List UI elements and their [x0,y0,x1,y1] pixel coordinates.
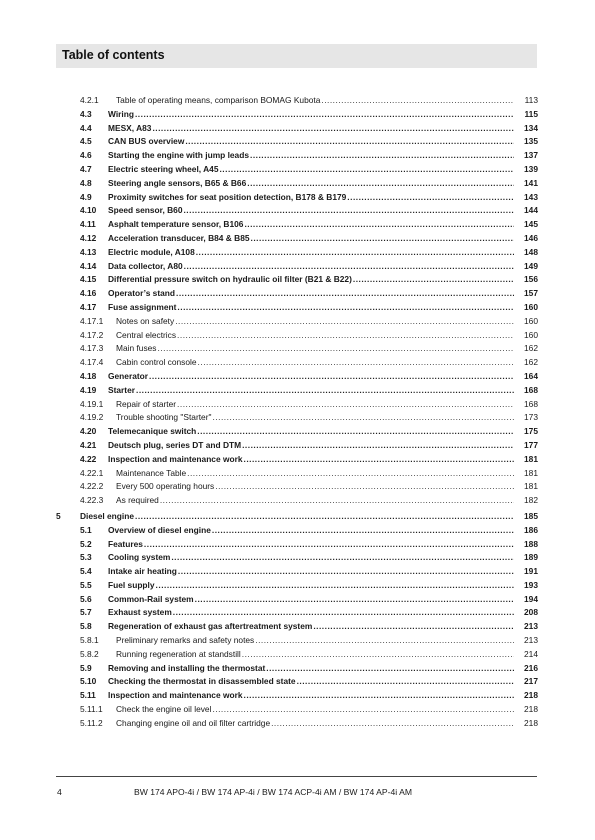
toc-entry[interactable]: 4.5 CAN BUS overview ..... 135 [56,135,538,149]
toc-entry[interactable]: 5.1 Overview of diesel engine ..... 186 [56,524,538,538]
toc-entry-title: Preliminary remarks and safety notes [116,635,255,646]
toc-entry[interactable]: 5.6 Common-Rail system ..... 194 [56,593,538,607]
toc-entry-title: Repair of starter [116,398,177,409]
toc-entry[interactable]: 4.19 Starter ..... 168 [56,384,538,398]
toc-entry[interactable]: 4.13 Electric module, A108 ..... 148 [56,246,538,260]
toc-entry-title: Changing engine oil and oil filter cartridge [116,717,271,728]
toc-leader-dots [195,593,514,607]
toc-leader-dots [266,662,514,676]
toc-entry-title: Common-Rail system [108,593,194,604]
toc-entry[interactable]: 5.7 Exhaust system ..... 208 [56,606,538,620]
toc-leader-dots [176,287,514,301]
toc-entry-page: 160 [524,329,538,340]
toc-entry-title: Inspection and maintenance work [108,690,243,701]
toc-leader-dots [242,439,514,453]
toc-leader-dots [244,218,514,232]
toc-entry-title: Central electrics [116,329,177,340]
page-title: Table of contents [62,48,165,62]
toc-entry[interactable]: 4.18 Generator ..... 164 [56,370,538,384]
toc-entry-page: 194 [524,593,538,604]
toc-entry-title: Overview of diesel engine [108,524,211,535]
toc-entry-title: Diesel engine [80,510,134,521]
toc-entry[interactable]: 4.7 Electric steering wheel, A45 ..... 139 [56,163,538,177]
toc-entry-page: 177 [524,439,538,450]
toc-entry[interactable]: 4.4 MESX, A83 ..... 134 [56,122,538,136]
toc-entry-title: Operator’s stand [108,288,176,299]
toc-entry-page: 216 [524,662,538,673]
toc-entry-title: Running regeneration at standstill [116,648,241,659]
toc-entry-title: Intake air heating [108,566,177,577]
toc-entry-page: 193 [524,579,538,590]
toc-entry-title: Acceleration transducer, B84 & B85 [108,232,250,243]
toc-entry-title: Trouble shooting "Starter" [116,412,212,423]
toc-entry-title: Check the engine oil level [116,704,212,715]
toc-entry-page: 208 [524,607,538,618]
toc-leader-dots [177,398,514,412]
toc-leader-dots [135,510,514,524]
toc-entry-title: Cabin control console [116,357,197,368]
toc-entry[interactable]: 4.22.3 As required ..... 182 [56,494,538,508]
toc-entry[interactable]: 4.21 Deutsch plug, series DT and DTM ..... 177 [56,439,538,453]
toc-leader-dots [321,94,514,108]
toc-leader-dots [175,315,514,329]
toc-entry[interactable]: 4.19.1 Repair of starter ..... 168 [56,398,538,412]
toc-leader-dots [135,108,514,122]
toc-entry-page: 160 [524,301,538,312]
toc-entry-title: Starter [108,384,135,395]
toc-entry-page: 182 [524,495,538,506]
toc-entry-page: 218 [524,717,538,728]
toc-leader-dots [353,273,514,287]
footer-page-number: 4 [57,787,62,797]
toc-entry-page: 213 [524,635,538,646]
toc-leader-dots [136,384,514,398]
toc-entry-page: 143 [524,191,538,202]
toc-leader-dots [212,703,514,717]
toc-entry[interactable]: 5.11.2 Changing engine oil and oil filter cartridge ..... 218 [56,717,538,731]
toc-entry-title: Generator [108,370,149,381]
toc-entry-title: Speed sensor, B60 [108,205,183,216]
toc-entry[interactable]: 4.17.2 Central electrics ..... 160 [56,329,538,343]
toc-entry[interactable]: 5.5 Fuel supply ..... 193 [56,579,538,593]
toc-entry[interactable]: 4.2.1 Table of operating means, comparison BOMAG Kubota ..... 113 [56,94,538,108]
toc-entry-title: Notes on safety [116,315,175,326]
toc-leader-dots [271,717,514,731]
toc-entry[interactable]: 4.17.1 Notes on safety ..... 160 [56,315,538,329]
toc-entry-page: 139 [524,163,538,174]
toc-entry-page: 214 [524,648,538,659]
toc-entry-title: Steering angle sensors, B65 & B66 [108,177,247,188]
toc-leader-dots [156,579,514,593]
toc-entry-title: Checking the thermostat in disassembled state [108,676,296,687]
toc-entry-title: Features [108,538,143,549]
toc-leader-dots [347,191,514,205]
toc-entry[interactable]: 4.6 Starting the engine with jump leads ..... 137 [56,149,538,163]
toc-leader-dots [152,122,514,136]
toc-leader-dots [297,675,514,689]
toc-entry-page: 115 [524,108,538,119]
toc-leader-dots [187,467,514,481]
toc-entry-page: 188 [524,538,538,549]
toc-entry[interactable]: 4.22.1 Maintenance Table ..... 181 [56,467,538,481]
toc-entry-page: 181 [524,467,538,478]
toc-entry[interactable]: 4.17.4 Cabin control console ..... 162 [56,356,538,370]
toc-entry[interactable]: 4.14 Data collector, A80 ..... 149 [56,260,538,274]
toc-entry[interactable]: 4.8 Steering angle sensors, B65 & B66 ..... 141 [56,177,538,191]
toc-leader-dots [197,425,514,439]
toc-leader-dots [244,453,515,467]
table-of-contents [56,94,538,731]
toc-entry-page: 149 [524,260,538,271]
toc-entry[interactable]: 5.8.2 Running regeneration at standstill ..... 214 [56,648,538,662]
toc-leader-dots [215,480,514,494]
toc-entry-title: Every 500 operating hours [116,481,215,492]
toc-entry-page: 175 [524,426,538,437]
toc-entry-page: 164 [524,370,538,381]
toc-entry[interactable]: 4.17 Fuse assignment ..... 160 [56,301,538,315]
toc-entry-page: 191 [524,566,538,577]
toc-leader-dots [178,565,514,579]
toc-entry[interactable]: 4.19.2 Trouble shooting "Starter" ..... 173 [56,411,538,425]
toc-entry-title: Data collector, A80 [108,260,183,271]
toc-entry[interactable]: 4.22 Inspection and maintenance work ..... 181 [56,453,538,467]
toc-leader-dots [144,538,514,552]
toc-entry-page: 135 [524,136,538,147]
toc-entry-page: 168 [524,398,538,409]
toc-entry[interactable]: 4.12 Acceleration transducer, B84 & B85 ..... 146 [56,232,538,246]
toc-entry[interactable]: 5.8.1 Preliminary remarks and safety notes ..... 213 [56,634,538,648]
toc-entry-title: Maintenance Table [116,467,187,478]
toc-entry-page: 162 [524,357,538,368]
toc-entry-page: 148 [524,246,538,257]
toc-entry-title: CAN BUS overview [108,136,185,147]
toc-entry-title: Electric steering wheel, A45 [108,163,219,174]
toc-leader-dots [184,260,514,274]
toc-leader-dots [212,524,514,538]
toc-leader-dots [242,648,514,662]
toc-entry-title: MESX, A83 [108,122,152,133]
toc-leader-dots [160,494,514,508]
toc-entry-title: Exhaust system [108,607,172,618]
toc-leader-dots [149,370,514,384]
toc-entry-page: 218 [524,690,538,701]
toc-entry-title: Differential pressure switch on hydraulic oil filter (B21 & B22) [108,274,352,285]
toc-leader-dots [255,634,514,648]
toc-entry-title: Wiring [108,108,134,119]
toc-leader-dots [177,301,514,315]
toc-entry[interactable]: 5.11 Inspection and maintenance work ..... 218 [56,689,538,703]
toc-leader-dots [196,246,514,260]
toc-entry-page: 146 [524,232,538,243]
toc-entry[interactable]: 5.11.1 Check the engine oil level ..... 218 [56,703,538,717]
toc-leader-dots [250,149,514,163]
toc-entry-page: 213 [524,621,538,632]
toc-entry-title: Deutsch plug, series DT and DTM [108,439,242,450]
toc-entry-title: Asphalt temperature sensor, B106 [108,219,244,230]
toc-entry-page: 134 [524,122,538,133]
toc-entry-title: Inspection and maintenance work [108,453,243,464]
toc-entry-title: Fuel supply [108,579,155,590]
toc-entry[interactable]: 5.9 Removing and installing the thermostat ..... 216 [56,662,538,676]
toc-entry-page: 168 [524,384,538,395]
footer-document-title: BW 174 APO-4i / BW 174 AP-4i / BW 174 ACP-4i AM / BW 174 AP-4i AM [134,787,412,797]
toc-leader-dots [158,342,515,356]
footer-divider [56,776,537,777]
toc-entry-page: 181 [524,453,538,464]
toc-entry[interactable]: 5.8 Regeneration of exhaust gas aftertreatment system ..... 213 [56,620,538,634]
toc-entry-page: 218 [524,704,538,715]
toc-leader-dots [177,329,514,343]
toc-entry[interactable]: 4.17.3 Main fuses ..... 162 [56,342,538,356]
toc-entry[interactable]: 5 Diesel engine ..... 185 [56,510,538,524]
toc-entry-page: 157 [524,288,538,299]
toc-entry[interactable]: 4.11 Asphalt temperature sensor, B106 ..... 145 [56,218,538,232]
toc-entry-page: 173 [524,412,538,423]
toc-leader-dots [244,689,515,703]
toc-entry-title: Starting the engine with jump leads [108,150,249,161]
toc-entry-page: 181 [524,481,538,492]
toc-entry[interactable]: 4.22.2 Every 500 operating hours ..... 181 [56,480,538,494]
toc-entry-title: Main fuses [116,343,157,354]
toc-entry-page: 217 [524,676,538,687]
toc-entry-page: 162 [524,343,538,354]
toc-entry[interactable]: 4.15 Differential pressure switch on hydraulic oil filter (B21 & B22) ..... 156 [56,273,538,287]
toc-leader-dots [171,551,514,565]
toc-leader-dots [198,356,514,370]
toc-leader-dots [247,177,514,191]
toc-entry[interactable]: 4.10 Speed sensor, B60 ..... 144 [56,204,538,218]
toc-entry-page: 160 [524,315,538,326]
toc-leader-dots [212,411,514,425]
toc-entry-page: 186 [524,524,538,535]
toc-entry-title: Table of operating means, comparison BOMAG Kubota [116,95,321,105]
toc-leader-dots [219,163,514,177]
toc-entry-title: Removing and installing the thermostat [108,662,266,673]
toc-entry-title: Electric module, A108 [108,246,195,257]
toc-leader-dots [173,606,514,620]
toc-entry-page: 137 [524,150,538,161]
toc-entry[interactable]: 5.2 Features ..... 188 [56,538,538,552]
toc-entry[interactable]: 5.10 Checking the thermostat in disassembled state ..... 217 [56,675,538,689]
toc-entry-title: Cooling system [108,552,171,563]
toc-leader-dots [185,135,514,149]
toc-entry[interactable]: 4.16 Operator’s stand ..... 157 [56,287,538,301]
toc-entry[interactable]: 4.3 Wiring ..... 115 [56,108,538,122]
toc-entry-page: 145 [524,219,538,230]
toc-entry-page: 141 [524,177,538,188]
toc-entry[interactable]: 4.20 Telemecanique switch ..... 175 [56,425,538,439]
toc-entry-title: Telemecanique switch [108,426,197,437]
toc-entry-title: Fuse assignment [108,301,177,312]
toc-leader-dots [313,620,514,634]
toc-entry[interactable]: 4.9 Proximity switches for seat position detection, B178 & B179 ..... 143 [56,191,538,205]
toc-leader-dots [251,232,514,246]
toc-leader-dots [183,204,514,218]
toc-entry-page: 113 [524,95,538,105]
toc-entry-title: As required [116,495,159,506]
toc-entry-page: 189 [524,552,538,563]
toc-entry[interactable]: 5.4 Intake air heating ..... 191 [56,565,538,579]
toc-entry-page: 185 [524,510,538,521]
toc-entry-page: 156 [524,274,538,285]
toc-entry-title: Proximity switches for seat position detection, B178 & B179 [108,191,347,202]
toc-entry-title: Regeneration of exhaust gas aftertreatment system [108,621,313,632]
toc-entry[interactable]: 5.3 Cooling system ..... 189 [56,551,538,565]
toc-entry-page: 144 [524,205,538,216]
section-header-bar [56,44,537,68]
